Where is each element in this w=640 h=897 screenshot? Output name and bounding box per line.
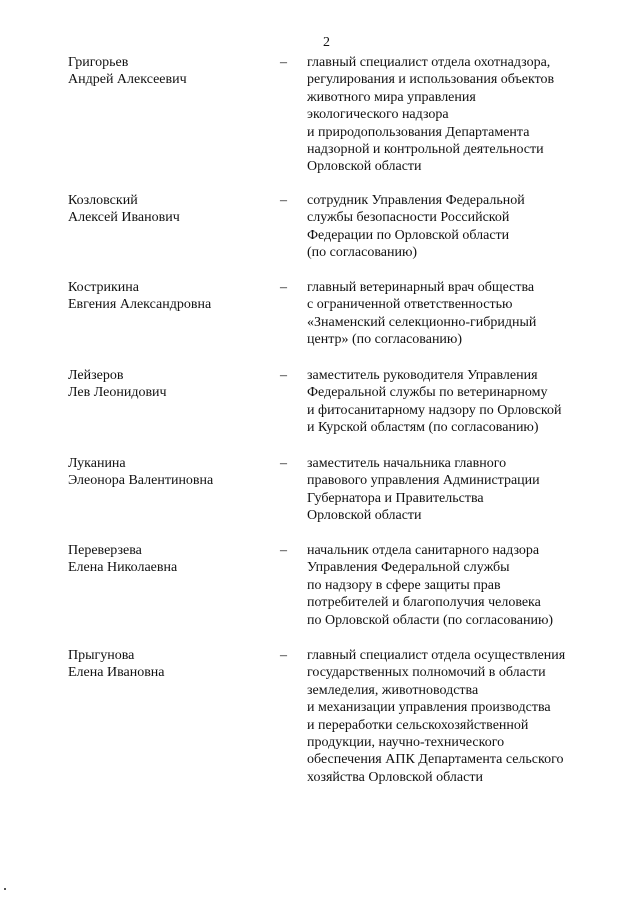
position-line: центр» (по согласованию) — [307, 332, 463, 348]
position-line: по Орловской области (по согласованию) — [307, 612, 554, 628]
member-surname: Григорьев — [68, 55, 129, 70]
member-surname: Козловский — [68, 193, 138, 208]
position-line: главный специалист отдела осуществления — [307, 648, 566, 663]
member-name — [68, 455, 268, 490]
dash-separator: – — [280, 456, 287, 471]
position-line: Губернатора и Правительства — [307, 490, 484, 506]
member-name — [68, 279, 268, 314]
position-line: обеспечения АПК Департамента сельского — [307, 752, 564, 768]
position-line: начальник отдела санитарного надзора — [307, 543, 540, 558]
position-line: животного мира управления — [307, 89, 476, 105]
member-name — [68, 542, 268, 577]
position-line: Орловской области — [307, 508, 422, 524]
position-line: хозяйства Орловской области — [307, 769, 483, 785]
member-position — [307, 542, 607, 629]
position-line: потребителей и благополучия человека — [307, 595, 541, 611]
position-line: Орловской области — [307, 159, 422, 175]
member-name — [68, 192, 268, 227]
member-surname: Лейзеров — [68, 368, 124, 383]
member-given-name: Елена Николаевна — [68, 560, 178, 576]
member-surname: Луканина — [68, 456, 126, 471]
position-line: и механизации управления производства — [307, 700, 551, 716]
position-line: надзорной и контрольной деятельности — [307, 142, 544, 158]
member-position — [307, 455, 607, 525]
member-position — [307, 367, 607, 437]
position-line: земледелия, животноводства — [307, 682, 479, 698]
position-line: государственных полномочий в области — [307, 665, 546, 681]
dash-separator: – — [280, 280, 287, 295]
position-line: экологического надзора — [307, 107, 449, 123]
position-line: главный ветеринарный врач общества — [307, 280, 535, 295]
position-line: с ограниченной ответственностью — [307, 297, 513, 313]
member-name — [68, 367, 268, 402]
scan-speck — [4, 888, 6, 890]
member-position — [307, 647, 607, 786]
member-surname: Кострикина — [68, 280, 139, 295]
position-line: (по согласованию) — [307, 245, 418, 261]
position-line: и переработки сельскохозяйственной — [307, 717, 529, 733]
member-position — [307, 192, 607, 262]
position-line: заместитель начальника главного — [307, 456, 507, 471]
dash-separator: – — [280, 368, 287, 383]
position-line: регулирования и использования объектов — [307, 72, 555, 88]
position-line: «Знаменский селекционно-гибридный — [307, 314, 537, 330]
member-surname: Прыгунова — [68, 648, 135, 663]
position-line: главный специалист отдела охотнадзора, — [307, 55, 551, 70]
member-given-name: Елена Ивановна — [68, 665, 165, 681]
position-line: правового управления Администрации — [307, 473, 540, 489]
position-line: заместитель руководителя Управления — [307, 368, 538, 383]
position-line: Управления Федеральной службы — [307, 560, 510, 576]
position-line: Федеральной службы по ветеринарному — [307, 385, 548, 401]
member-given-name: Евгения Александровна — [68, 297, 212, 313]
dash-separator: – — [280, 193, 287, 208]
member-given-name: Элеонора Валентиновна — [68, 473, 214, 489]
member-given-name: Андрей Алексеевич — [68, 72, 187, 88]
position-line: службы безопасности Российской — [307, 210, 510, 226]
member-name — [68, 647, 268, 682]
position-line: и природопользования Департамента — [307, 124, 530, 140]
position-line: Федерации по Орловской области — [307, 227, 510, 243]
position-line: продукции, научно-технического — [307, 735, 505, 751]
member-given-name: Лев Леонидович — [68, 385, 167, 401]
position-line: по надзору в сфере защиты прав — [307, 577, 501, 593]
dash-separator: – — [280, 55, 287, 70]
member-name — [68, 54, 268, 89]
member-position — [307, 54, 607, 176]
dash-separator: – — [280, 543, 287, 558]
position-line: и Курской областям (по согласованию) — [307, 420, 539, 436]
member-surname: Переверзева — [68, 543, 142, 558]
position-line: и фитосанитарному надзору по Орловской — [307, 402, 562, 418]
page-number: 2 — [323, 35, 330, 50]
position-line: сотрудник Управления Федеральной — [307, 193, 525, 208]
member-position — [307, 279, 607, 349]
dash-separator: – — [280, 648, 287, 663]
member-given-name: Алексей Иванович — [68, 210, 180, 226]
